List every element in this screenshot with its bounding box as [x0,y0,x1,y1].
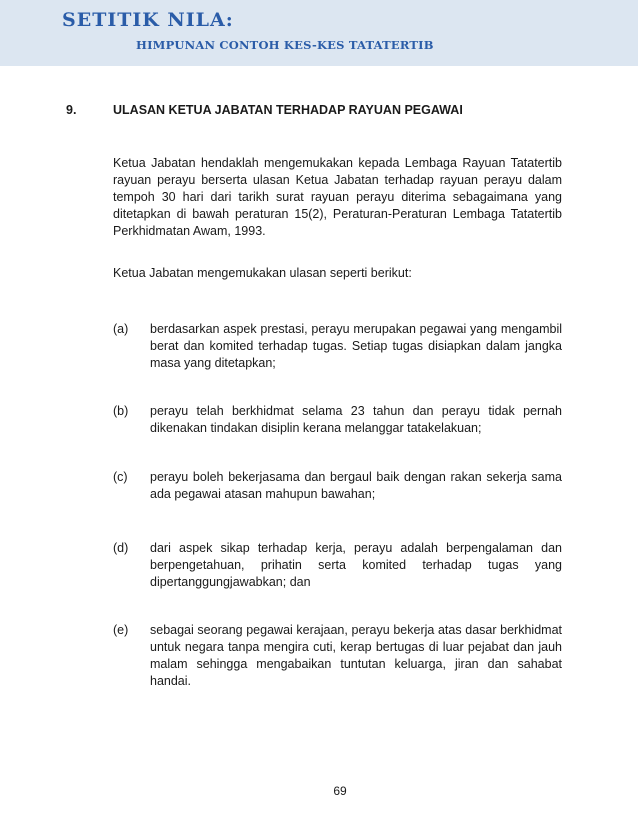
list-item-text: dari aspek sikap terhadap kerja, perayu adalah berpengalaman dan berpengetahuan, prihatin serta komited terhadap tugas yang dipertanggungjawabkan; dan [150,541,562,589]
list-item-text: berdasarkan aspek prestasi, perayu merupakan pegawai yang mengambil berat dan komited terhadap tugas. Setiap tugas disiapkan dalam jangka masa yang ditetapkan; [150,322,562,370]
header-subtitle: HIMPUNAN CONTOH KES-KES TATATERTIB [136,38,434,52]
page-header [0,0,638,66]
page-number: 69 [333,784,347,798]
list-item-marker: (a) [113,322,129,336]
paragraph: Ketua Jabatan hendaklah mengemukakan kepada Lembaga Rayuan Tatatertib rayuan perayu berserta ulasan Ketua Jabatan terhadap rayuan perayu dalam tempoh 30 hari dari tarikh surat rayuan perayu diterima sebagaimana yang ditetapkan di bawah peraturan 15(2), Peraturan-Peraturan Lembaga Tatatertib Perkhidmatan Awam, 1993. [113,156,562,238]
list-item-marker: (b) [113,404,129,418]
list-item-text: sebagai seorang pegawai kerajaan, perayu bekerja atas dasar berkhidmat untuk negara tanpa mengira cuti, kerap bertugas di luar pejabat dan jauh malam sehingga mengabaikan tuntutan keluarga, jiran dan sahabat handai. [150,623,562,688]
list-item-marker: (c) [113,470,128,484]
list-item-marker: (e) [113,623,129,637]
header-title: SETITIK NILA: [62,9,234,31]
list-item-marker: (d) [113,541,129,555]
list-item-text: perayu telah berkhidmat selama 23 tahun dan perayu tidak pernah dikenakan tindakan disiplin kerana melanggar tatakelakuan; [150,404,562,435]
section-heading: ULASAN KETUA JABATAN TERHADAP RAYUAN PEGAWAI [113,103,463,117]
paragraph: Ketua Jabatan mengemukakan ulasan seperti berikut: [113,266,412,280]
section-number: 9. [66,103,77,117]
list-item-text: perayu boleh bekerjasama dan bergaul baik dengan rakan sekerja sama ada pegawai atasan mahupun bawahan; [150,470,562,501]
